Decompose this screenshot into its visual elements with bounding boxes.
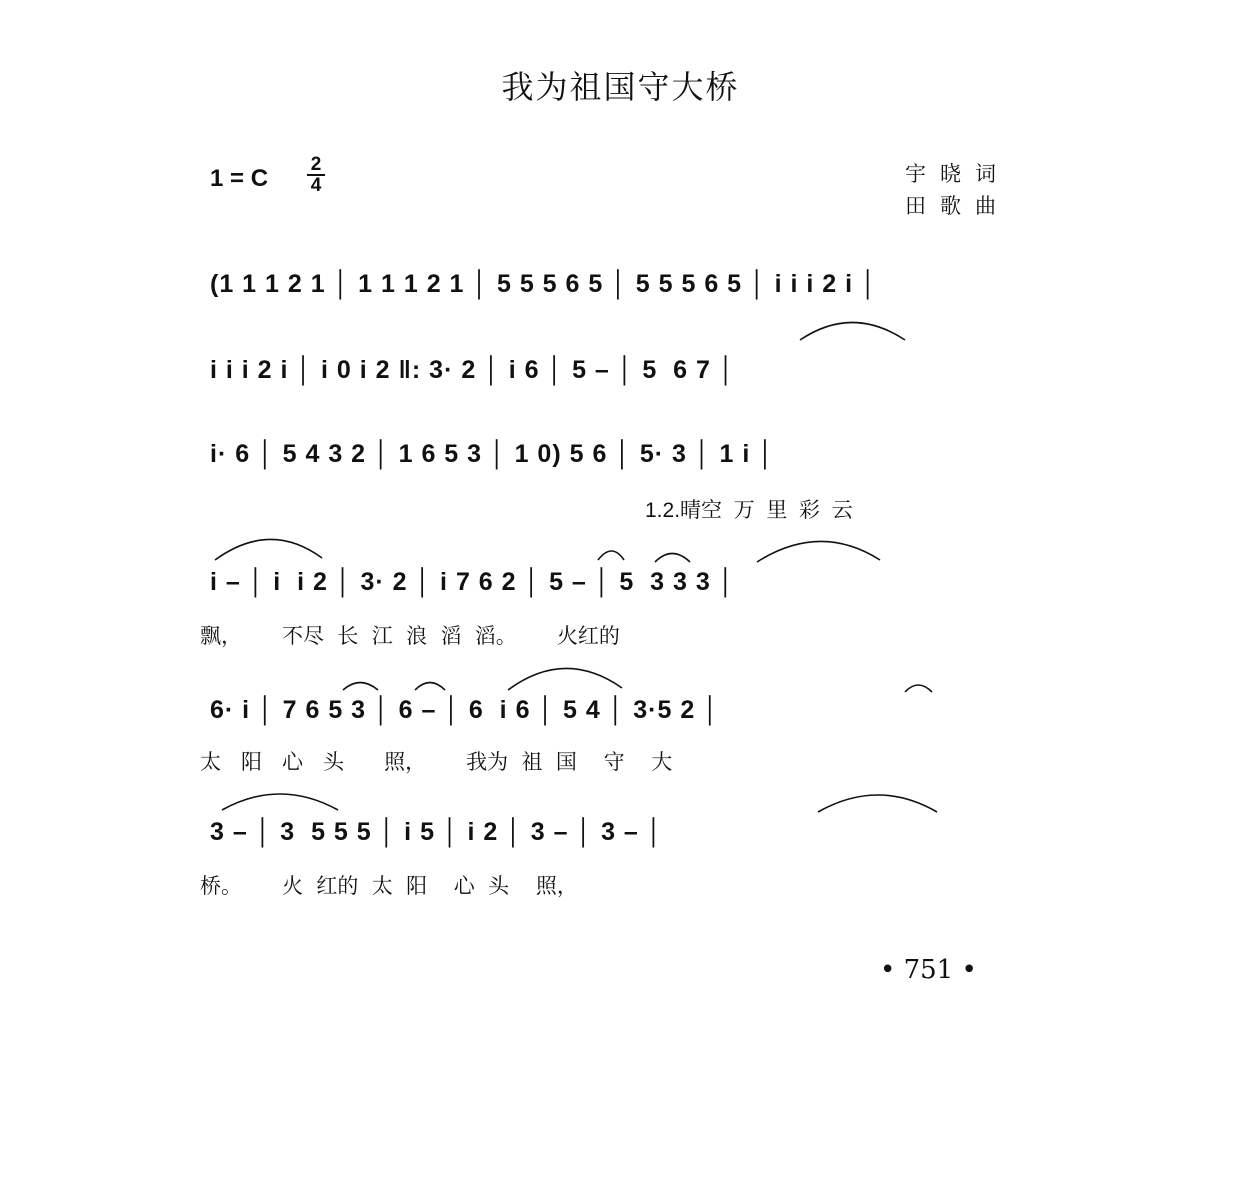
lyricist-credit: 宇晓词 — [905, 162, 1010, 186]
notation-row-2: i i i 2 i │ i 0 i 2 ‖: 3· 2 │ i 6 │ 5 – │ 5 6 7 │ — [210, 356, 736, 384]
lyric-row-1: 1.2.晴空 万 里 彩 云 — [645, 499, 853, 522]
slur — [215, 539, 322, 560]
notation-row-1: (1 1 1 2 1 │ 1 1 1 2 1 │ 5 5 5 6 5 │ 5 5 5 6 5 │ i i i 2 i │ — [210, 270, 878, 298]
slur — [757, 541, 880, 562]
slur — [222, 794, 338, 810]
notation-row-6: 3 – │ 3 5 5 5 │ i 5 │ i 2 │ 3 – │ 3 – │ — [210, 818, 664, 846]
slur — [415, 683, 445, 691]
time-signature-bottom: 4 — [310, 175, 322, 196]
page-number: • 751 • — [880, 955, 977, 985]
lyric-row-4: 桥。 火 红的 太 阳 心 头 照， — [200, 874, 578, 898]
slur — [508, 668, 622, 690]
song-title: 我为祖国守大桥 — [501, 68, 740, 106]
lyric-row-3: 太 阳 心 头 照， 我为 祖 国 守 大 — [200, 750, 673, 774]
composer-credit: 田歌曲 — [905, 194, 1010, 218]
slur — [343, 683, 378, 691]
notation-row-5: 6· i │ 7 6 5 3 │ 6 – │ 6 i 6 │ 5 4 │ 3·5 2 │ — [210, 696, 720, 724]
slur — [800, 323, 905, 341]
notation-row-3: i· 6 │ 5 4 3 2 │ 1 6 5 3 │ 1 0) 5 6 │ 5· 3 │ 1 i │ — [210, 440, 775, 468]
slur — [598, 551, 624, 560]
time-signature-top: 2 — [310, 154, 322, 175]
notation-row-4: i – │ i i 2 │ 3· 2 │ i 7 6 2 │ 5 – │ 5 3 3 3 │ — [210, 568, 736, 596]
slur — [905, 685, 932, 692]
slur — [655, 554, 690, 563]
slur — [818, 795, 937, 812]
time-signature — [305, 156, 327, 194]
key-signature: 1 = C — [210, 165, 269, 192]
lyric-row-2: 飘， 不尽 长 江 浪 滔 滔。 火红的 — [200, 624, 620, 648]
